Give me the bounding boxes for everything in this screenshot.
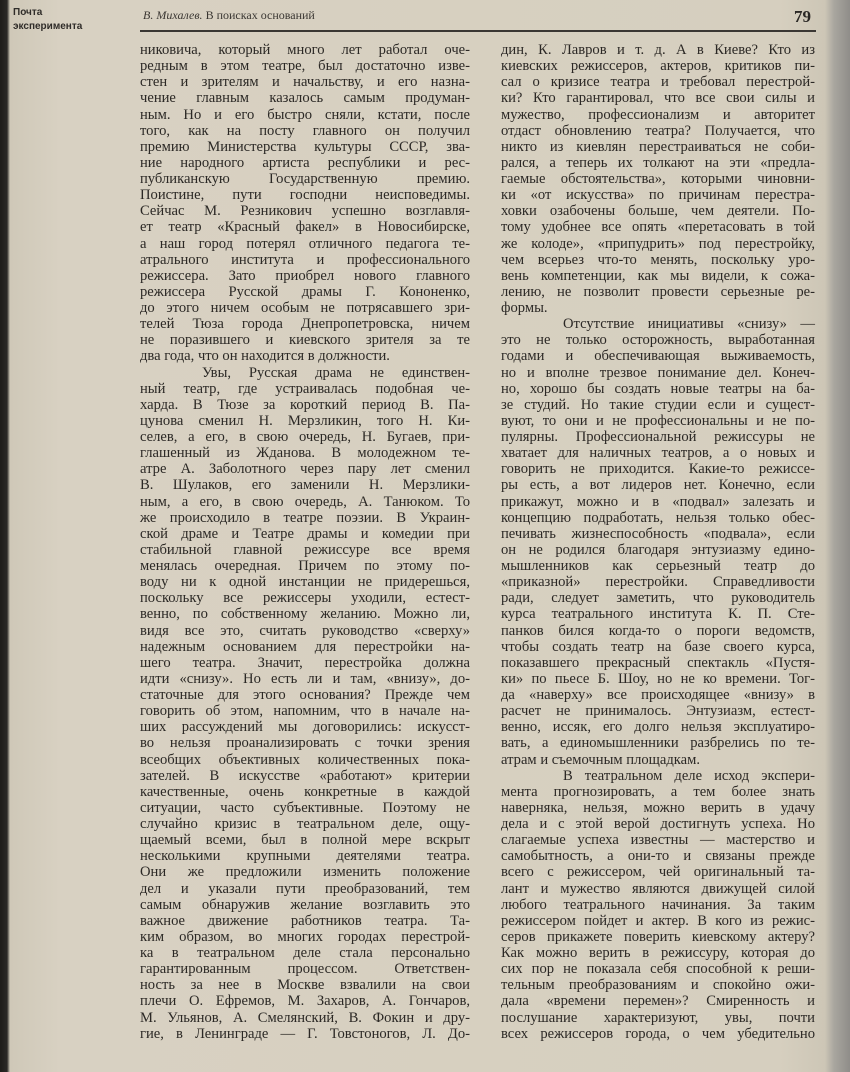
- text-line: лению, не позволит провести серьезные ре-: [501, 283, 815, 300]
- text-line: телей Тюза города Днепропетровска, ничем: [140, 316, 470, 333]
- text-line: дел и указали пути преобразований, тем: [140, 880, 470, 897]
- text-line: важное движение работников театра. Та-: [140, 912, 470, 929]
- text-line: мужество, профессионализм и авторитет: [501, 106, 815, 123]
- text-line: ры есть, а вот лидеров нет. Конечно, если: [501, 477, 815, 494]
- text-line: дала «времени перемен»? Смиренность и: [501, 993, 815, 1010]
- text-line: панков бился когда-то о пороги ведомств,: [501, 622, 815, 639]
- text-line: расчет не принималось. Энтузиазм, естест-: [501, 703, 815, 720]
- text-line: ным. Но и его быстро сняли, кстати, после: [140, 106, 470, 123]
- text-line: это не только осторожность, выработанная: [501, 332, 815, 349]
- text-line: надежным основанием для перестройки на-: [140, 638, 470, 655]
- text-line: до этого ничем особым не потрясавшего зри-: [140, 300, 470, 316]
- text-line: В театральном деле исход экспери-: [563, 767, 815, 784]
- text-line: чтобы создать театр на базе своего курса,: [501, 638, 815, 655]
- text-line: курса театрального института К. П. Сте-: [501, 606, 815, 623]
- text-line: идти «снизу». Но есть ли и там, «внизу», до-: [140, 670, 470, 687]
- text-line: послушание характеризуют, увы, почти: [501, 1009, 815, 1026]
- text-line: плечи О. Ефремов, М. Захаров, А. Гончаров,: [140, 993, 470, 1010]
- text-line: ховки озабочены больше, чем деятели. По-: [501, 203, 815, 220]
- text-line: пулярны. Профессиональной режиссуры не: [501, 429, 815, 445]
- text-line: он не родился благодаря энтузиазму едино-: [501, 541, 815, 558]
- text-line: венно, иссяк, его долго нельзя эксплуатиро-: [501, 719, 815, 736]
- text-line: тому удобнее все опять «перетасовать в той: [501, 219, 815, 236]
- text-line: ской драме и Театре драмы и комедии при: [140, 525, 470, 542]
- section-label-line: Почта: [13, 7, 43, 18]
- left-column: [140, 42, 470, 1042]
- text-line: ки» по пьесе Б. Шоу, но не ко времени. Тог-: [501, 670, 815, 687]
- text-line: статочные для этого основания? Прежде чем: [140, 687, 470, 703]
- text-line: показавшего прекрасный спектакль «Пустя-: [501, 654, 815, 671]
- text-line: сал о кризисе театра и требовал перестрой-: [501, 74, 815, 91]
- text-line: всех режиссеров города, о чем убедительно: [501, 1025, 815, 1042]
- text-line: М. Ульянов, А. Смелянский, В. Фокин и дру-: [140, 1009, 470, 1026]
- text-line: мышленников как серьезный театр до: [501, 558, 815, 574]
- text-line: ради, следует заметить, что руководитель: [501, 590, 815, 607]
- text-line: вуют, то они и не профессиональны и не по-: [501, 412, 815, 429]
- text-line: слагаемые успеха известны — мастерство и: [501, 832, 815, 849]
- text-line: во нельзя проанализировать с точки зрения: [140, 735, 470, 752]
- text-line: ким образом, во многих городах перестрой-: [140, 928, 470, 945]
- text-line: венно, по собственному желанию. Можно ли,: [140, 606, 470, 623]
- article-title: В поисках оснований: [205, 8, 315, 22]
- text-line: глашенный из Жданова. В молодежном те-: [140, 445, 470, 462]
- text-line: формы.: [501, 300, 548, 316]
- text-line: да «наверху» все происходящее «внизу» в: [501, 687, 815, 703]
- text-line: мента прогнозировать, а тем более знать: [501, 783, 815, 800]
- text-line: но, хорошо бы создать новые театры на ба-: [501, 380, 815, 397]
- text-line: хватает для наличных театров, а о новых и: [501, 445, 815, 462]
- text-line: дела и с этой верой достигнуть успеха. Но: [501, 816, 815, 832]
- section-label-line: эксперимента: [13, 21, 83, 32]
- text-line: харда. В Тюзе за короткий период В. Па-: [140, 396, 470, 413]
- text-line: но и вполне трезвое понимание дел. Конеч-: [501, 364, 815, 381]
- text-line: всеобщих объективных количественных пока-: [140, 751, 470, 768]
- page-number: 79: [794, 7, 811, 26]
- text-line: всего с режиссером, чей оригинальный та-: [501, 864, 815, 881]
- text-line: говорить об этом, напомним, что в начале на-: [140, 703, 470, 720]
- text-line: несколькими крупными деятелями театра.: [140, 848, 470, 865]
- text-line: тельным преобразованиям и спокойно ожи-: [501, 977, 815, 994]
- text-line: вень компетенции, как мы видели, к сожа-: [501, 267, 815, 284]
- text-line: случайно кризис в театральном деле, ощу-: [140, 816, 470, 832]
- text-line: ки? Кто гарантировал, что все свои силы и: [501, 90, 815, 107]
- text-line: премию Министерства культуры СССР, зва-: [140, 138, 470, 155]
- text-line: атрам и съемочным площадкам.: [501, 751, 701, 768]
- text-line: чение главным казалось самым продуман-: [140, 90, 470, 107]
- text-line: публиканскую Государственную премию.: [140, 171, 470, 187]
- text-line: видя все это, считать руководство «сверху»: [140, 622, 470, 639]
- text-line: концепцию подработать, нельзя только обес-: [501, 509, 815, 526]
- text-line: рался, а теперь их толкают на эти «предла-: [501, 154, 815, 171]
- text-line: того, как на посту главного он получил: [140, 122, 470, 139]
- text-line: любого театрального начинания. За таким: [501, 896, 815, 913]
- text-line: воду ни к одной инстанции не придерешься,: [140, 574, 470, 591]
- text-line: никовича, который много лет работал оче-: [140, 42, 470, 58]
- text-line: зе студий. Но такие студии если и сущест-: [501, 396, 815, 413]
- text-line: киевских режиссеров, актеров, критиков пи-: [501, 58, 815, 75]
- text-line: годами и обеспечивающая выживаемость,: [501, 348, 815, 365]
- text-line: чем всерьез что-то менять, поскольку уро-: [501, 251, 815, 268]
- text-line: атрального института и профессионального: [140, 251, 470, 268]
- text-line: никто из киевлян перестраиваться не соби-: [501, 138, 815, 155]
- text-line: качественные, очень конкретные в каждой: [140, 783, 470, 800]
- text-line: же происходило в театре поэзии. В Украин-: [140, 509, 470, 526]
- right-column: [501, 42, 815, 1042]
- text-line: селев, а его, в свою очередь, Н. Бугаев, при-: [140, 429, 470, 445]
- text-line: поскольку все режиссеры уходили, естест-: [140, 590, 470, 607]
- text-line: менялась очередная. Причем по этому по-: [140, 558, 470, 574]
- text-line: гарантированным процессом. Ответствен-: [140, 961, 470, 978]
- text-line: ность за нее в Москве взвалили на свои: [140, 977, 470, 994]
- text-line: говорить не приходится. Какие-то режиссе-: [501, 461, 815, 478]
- running-header: [143, 8, 315, 23]
- text-line: ет театр «Красный факел» в Новосибирске,: [140, 219, 470, 236]
- text-line: Отсутствие инициативы «снизу» —: [563, 316, 815, 333]
- text-line: ки «от искусства» по причинам перестра-: [501, 187, 815, 204]
- text-line: два года, что он находится в должности.: [140, 348, 390, 365]
- text-line: щаемый всеми, был в полной мере вскрыт: [140, 832, 470, 849]
- text-line: печивать жизнеспособность «подвала», если: [501, 525, 815, 542]
- text-line: Поистине, пути господни неисповедимы.: [140, 187, 470, 204]
- text-line: стабильной главной режиссуре все время: [140, 541, 470, 558]
- text-line: Увы, Русская драма не единствен-: [202, 364, 470, 381]
- text-line: не поразившего и киевского зрителя за те: [140, 332, 470, 349]
- text-line: отдаст обновлению театра? Получается, что: [501, 122, 815, 139]
- text-line: сих пор не показала себя способной к реши-: [501, 961, 815, 978]
- text-line: Они же предложили изменить положение: [140, 864, 470, 881]
- text-line: ка в театральном деле стала персонально: [140, 945, 470, 961]
- text-line: режиссером пойдет и актер. В кого из режис-: [501, 912, 815, 929]
- text-line: режиссера. Зато приобрел нового главного: [140, 267, 470, 284]
- text-line: цунова сменил Н. Мерзликин, того Н. Ки-: [140, 412, 470, 429]
- text-line: редным в этом театре, был достаточно изве-: [140, 58, 470, 75]
- author-name: В. Михалев.: [143, 8, 203, 22]
- text-line: шего театра. Значит, перестройка должна: [140, 654, 470, 671]
- text-line: ситуации, часто субъективные. Поэтому не: [140, 799, 470, 816]
- text-line: самобытность, а они-то и связаны прежде: [501, 848, 815, 865]
- text-line: дин, К. Лавров и т. д. А в Киеве? Кто из: [501, 42, 815, 58]
- text-line: гаемые обстоятельства», которыми чиновни-: [501, 171, 815, 187]
- text-line: вать, а единомышленники разбрелись по те-: [501, 735, 815, 752]
- header-rule: [140, 30, 816, 32]
- text-line: стен и зрителям и начальству, и его назна-: [140, 74, 470, 91]
- text-line: ным, а его, в свою очередь, А. Танюком. То: [140, 493, 470, 510]
- text-line: Сейчас М. Резникович успешно возглавля-: [140, 203, 470, 220]
- section-label: [13, 6, 82, 34]
- text-line: ный театр, где устраивалась подобная че-: [140, 380, 470, 397]
- text-line: лант и мужество являются движущей силой: [501, 880, 815, 897]
- text-line: гие, в Ленинграде — Г. Товстоногов, Л. До-: [140, 1025, 470, 1042]
- text-line: прикажут, можно и в «подвал» залезать и: [501, 493, 815, 510]
- text-line: же колоде», «припудрить» под перестройку,: [501, 235, 815, 252]
- text-line: ние народного артиста республики и рес-: [140, 154, 470, 171]
- text-line: ших рассуждений мы договорились: искусст-: [140, 719, 470, 736]
- text-line: «приказной» перестройки. Справедливости: [501, 574, 815, 591]
- text-line: Как можно верить в режиссуру, которая до: [501, 945, 815, 961]
- text-line: а наш город потерял отличного педагога те-: [140, 235, 470, 252]
- text-line: режиссера Русской драмы Г. Кононенко,: [140, 283, 470, 300]
- text-line: наверняка, нельзя, можно верить в удачу: [501, 799, 815, 816]
- text-line: зателей. В искусстве «работают» критерии: [140, 767, 470, 784]
- text-line: серов прикажете поверить киевскому актеру?: [501, 928, 815, 945]
- text-line: атре А. Заболотного через пару лет сменил: [140, 461, 470, 478]
- text-line: В. Шулаков, его заменили Н. Мерзлики-: [140, 477, 470, 494]
- text-line: самым обнаружив желание возглавить это: [140, 896, 470, 913]
